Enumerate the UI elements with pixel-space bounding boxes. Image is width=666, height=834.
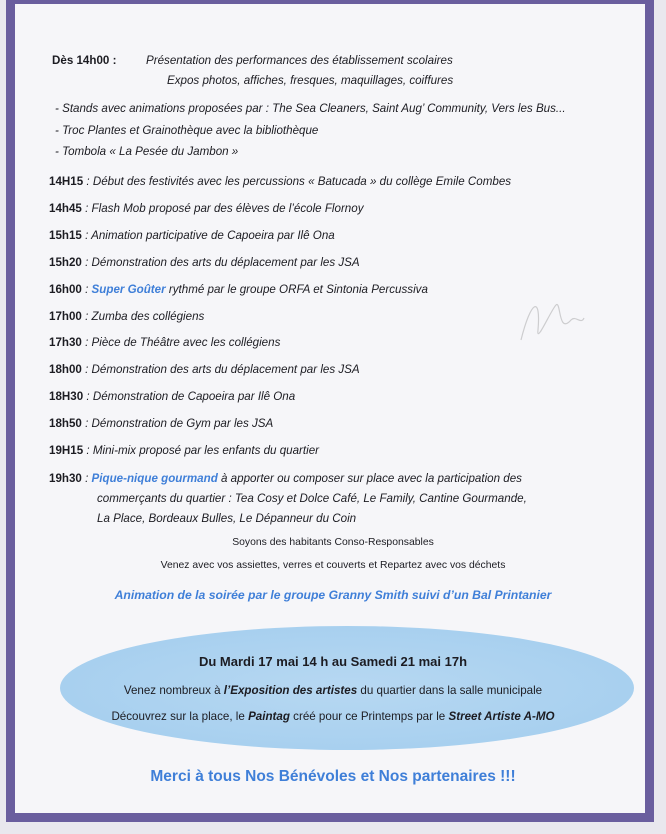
schedule-text: : Flash Mob proposé par des élèves de l’école Flornoy bbox=[81, 202, 364, 215]
schedule-item bbox=[49, 202, 364, 215]
schedule-item bbox=[49, 256, 360, 269]
intro-time: Dès 14h00 : bbox=[52, 54, 117, 67]
exhibition-bold: l’Exposition des artistes bbox=[223, 684, 358, 697]
intro-bullet: - Troc Plantes et Grainothèque avec la bibliothèque bbox=[55, 124, 319, 137]
picnic-time: 19h30 bbox=[49, 472, 82, 485]
schedule-item bbox=[49, 444, 319, 457]
schedule-time: 15h15 bbox=[49, 229, 82, 242]
schedule-time: 17h00 bbox=[49, 310, 82, 323]
schedule-time: 14H15 bbox=[49, 175, 84, 188]
schedule-time: 16h00 bbox=[49, 283, 82, 296]
exhibition-text: Venez nombreux à bbox=[123, 684, 224, 697]
exhibition-text: du quartier dans la salle municipale bbox=[357, 684, 543, 697]
intro-bullet: - Tombola « La Pesée du Jambon » bbox=[55, 145, 239, 158]
schedule-item bbox=[49, 229, 335, 242]
schedule-time: 18h50 bbox=[49, 417, 82, 430]
exhibition-bold: Street Artiste A-MO bbox=[448, 710, 555, 723]
schedule-item bbox=[49, 283, 428, 296]
picnic-line-2: commerçants du quartier : Tea Cosy et Dolce Café, Le Family, Cantine Gourmande, bbox=[97, 492, 527, 505]
schedule-text: : Zumba des collégiens bbox=[81, 310, 205, 323]
schedule-text: rythmé par le groupe ORFA et Sintonia Percussiva bbox=[165, 283, 428, 296]
eco-line-1: Soyons des habitants Conso-Responsables bbox=[232, 537, 434, 548]
exhibition-dates: Du Mardi 17 mai 14 h au Samedi 21 mai 17h bbox=[198, 654, 468, 669]
schedule-time: 14h45 bbox=[49, 202, 82, 215]
evening-announcement: Animation de la soirée par le groupe Granny Smith suivi d’un Bal Printanier bbox=[114, 588, 552, 602]
super-gouter-highlight: Super Goûter bbox=[91, 283, 166, 296]
schedule-text: : Mini-mix proposé par les enfants du quartier bbox=[83, 444, 320, 457]
schedule-item bbox=[49, 417, 273, 430]
schedule-time: 18H30 bbox=[49, 390, 84, 403]
picnic-separator: : bbox=[81, 472, 92, 485]
schedule-text: : Animation participative de Capoeira par Ilê Ona bbox=[81, 229, 335, 242]
schedule-time: 19H15 bbox=[49, 444, 84, 457]
faint-signature-icon bbox=[516, 290, 586, 350]
picnic-line-1 bbox=[49, 472, 522, 485]
schedule-item bbox=[49, 175, 511, 188]
schedule-text: : Pièce de Théâtre avec les collégiens bbox=[81, 336, 281, 349]
schedule-text: : Démonstration de Capoeira par Ilê Ona bbox=[83, 390, 296, 403]
schedule-text: : bbox=[81, 283, 92, 296]
schedule-item bbox=[49, 310, 204, 323]
exhibition-text: Découvrez sur la place, le bbox=[111, 710, 249, 723]
picnic-highlight: Pique-nique gourmand bbox=[91, 472, 218, 485]
schedule-text: : Début des festivités avec les percussions « Batucada » du collège Emile Combes bbox=[83, 175, 512, 188]
picnic-text: à apporter ou composer sur place avec la participation des bbox=[217, 472, 522, 485]
intro-text-2: Expos photos, affiches, fresques, maquillages, coiffures bbox=[167, 74, 454, 87]
schedule-item bbox=[49, 336, 280, 349]
schedule-item bbox=[49, 390, 295, 403]
exhibition-text: créé pour ce Printemps par le bbox=[289, 710, 449, 723]
exhibition-bold: Paintag bbox=[248, 710, 290, 723]
thanks-banner: Merci à tous Nos Bénévoles et Nos partenaires !!! bbox=[150, 768, 516, 785]
schedule-text: : Démonstration de Gym par les JSA bbox=[81, 417, 274, 430]
schedule-text: : Démonstration des arts du déplacement par les JSA bbox=[81, 256, 360, 269]
schedule-time: 18h00 bbox=[49, 363, 82, 376]
picnic-line-3: La Place, Bordeaux Bulles, Le Dépanneur du Coin bbox=[97, 512, 357, 525]
exhibition-line-2 bbox=[0, 710, 666, 723]
intro-text-1: Présentation des performances des établissement scolaires bbox=[146, 54, 453, 67]
exhibition-line-1 bbox=[0, 684, 666, 697]
eco-line-2: Venez avec vos assiettes, verres et couverts et Repartez avec vos déchets bbox=[160, 560, 506, 571]
schedule-text: : Démonstration des arts du déplacement par les JSA bbox=[81, 363, 360, 376]
schedule-item bbox=[49, 363, 360, 376]
intro-bullet: - Stands avec animations proposées par : The Sea Cleaners, Saint Aug’ Community, Vers les Bus... bbox=[55, 102, 566, 115]
schedule-time: 17h30 bbox=[49, 336, 82, 349]
schedule-time: 15h20 bbox=[49, 256, 82, 269]
intro-line-1 bbox=[52, 54, 116, 67]
